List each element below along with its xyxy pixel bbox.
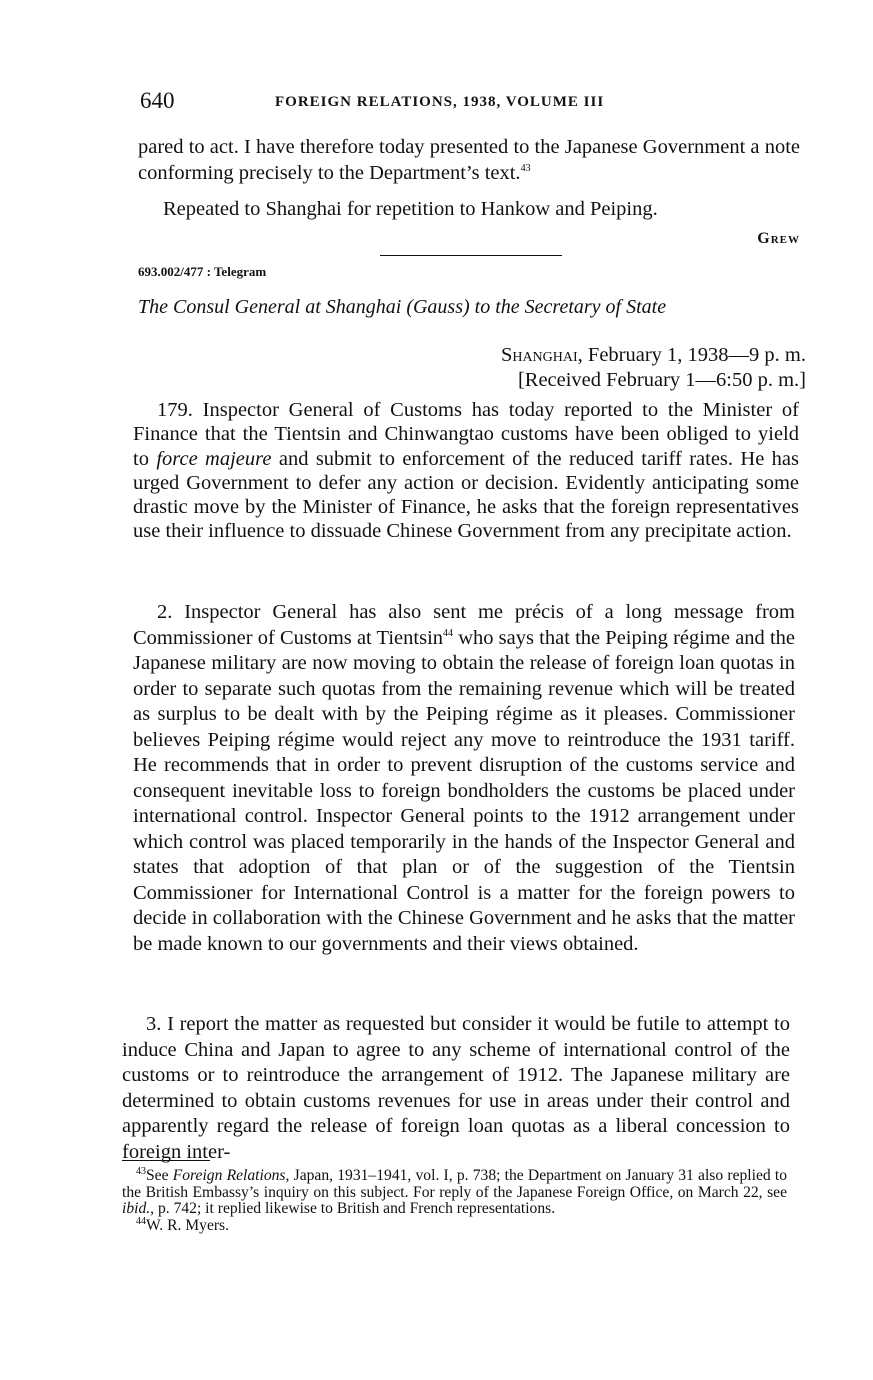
p2-text-b: who says that the Peiping régime and the Japanese military are now moving to obtain the release of foreign loan quotas in order to separate such quotas from the remaining revenue which will be treated as surplus to be dealt with by the Peiping régime as it pleases. Commissioner believes Peiping régime would reject any move to reintroduce the 1931 tariff. He recommends that in order to prevent disruption of the customs service and consequent inevitable loss to foreign bondholders the customs be placed under international control. Inspector General points to the 1912 arrangement under which control was placed temporarily in the hands of the Inspector General and states that adoption of that plan or of the suggestion of the Tientsin Commissioner for International Control is a matter for the foreign powers to decide in collaboration with the Chinese Government and he asks that the matter be made known to our governments and their views obtained. [133, 626, 796, 955]
footnote-43-marker: 43 [136, 1165, 146, 1177]
p179-text-a: 179. Inspector General of Customs has today reported to the Minister of Finance that the Tientsin and Chinwangtao customs have been obliged to yield to [133, 399, 799, 470]
footnote-ref-44: 44 [443, 627, 454, 639]
repeated-line: Repeated to Shanghai for repetition to Hankow and Peiping. [163, 198, 658, 220]
continuation-paragraph [138, 135, 800, 187]
signature-text: Grew [757, 230, 800, 247]
paragraph-179 [133, 398, 799, 544]
footnote-divider [122, 1160, 210, 1161]
file-reference: 693.002/477 : Telegram [138, 264, 267, 279]
footnote-44-marker: 44 [136, 1215, 146, 1227]
signature [680, 230, 800, 248]
footnote-43-see: See [146, 1167, 169, 1184]
page-number: 640 [140, 88, 175, 113]
footnote-43-end: p. 742; it replied likewise to British and French representations. [157, 1200, 556, 1217]
footnote-44 [122, 1215, 787, 1235]
page-header [140, 88, 800, 118]
paragraph-2 [133, 600, 795, 957]
document-title: The Consul General at Shanghai (Gauss) to the Secretary of State [138, 296, 667, 318]
footnote-43-source: Foreign Relations, [172, 1167, 290, 1184]
p179-italic-phrase: force majeure [156, 447, 272, 470]
footnote-43-text: Japan, 1931–1941, vol. I, p. 738; the Department on January 31 also replied to the British Embassy’s inquiry on this subject. For reply of the Japanese Foreign Office, on March 22, see [122, 1167, 788, 1201]
dateline-sent [440, 343, 806, 368]
paragraph-3: 3. I report the matter as requested but consider it would be futile to attempt to induce China and Japan to agree to any scheme of international control of the customs or to reintroduce the arrangement of 1912. The Japanese military are determined to obtain customs revenues for use in areas under their control and apparently regard the release of foreign loan quotas as a liberal concession to foreign inter- [122, 1013, 790, 1163]
continuation-text: pared to act. I have therefore today presented to the Japanese Government a note conforming precisely to the Department’s text. [138, 136, 800, 184]
dateline-date: February 1, 1938—9 p. m. [587, 344, 806, 366]
dateline-place: Shanghai, [500, 344, 583, 366]
footnote-ref-43: 43 [520, 162, 531, 174]
p2-text-a: 2. Inspector General has also sent me précis of a long message from Commissioner of Customs at Tientsin [133, 601, 795, 649]
footnotes [122, 1165, 788, 1234]
section-divider [380, 255, 562, 256]
footnote-43 [122, 1165, 788, 1218]
running-head: FOREIGN RELATIONS, 1938, VOLUME III [275, 94, 605, 110]
dateline-received: [Received February 1—6:50 p. m.] [517, 369, 806, 391]
p179-text-b: and submit to enforcement of the reduced tariff rates. He has urged Government to defer any action or decision. Evidently anticipating some drastic move by the Minister of Finance, he asks that the foreign representatives use their influence to dissuade Chinese Government from any precipitate action. [133, 447, 800, 543]
dateline [440, 343, 806, 393]
footnote-44-text: W. R. Myers. [146, 1216, 230, 1234]
footnote-43-ibid: ibid., [122, 1200, 155, 1217]
